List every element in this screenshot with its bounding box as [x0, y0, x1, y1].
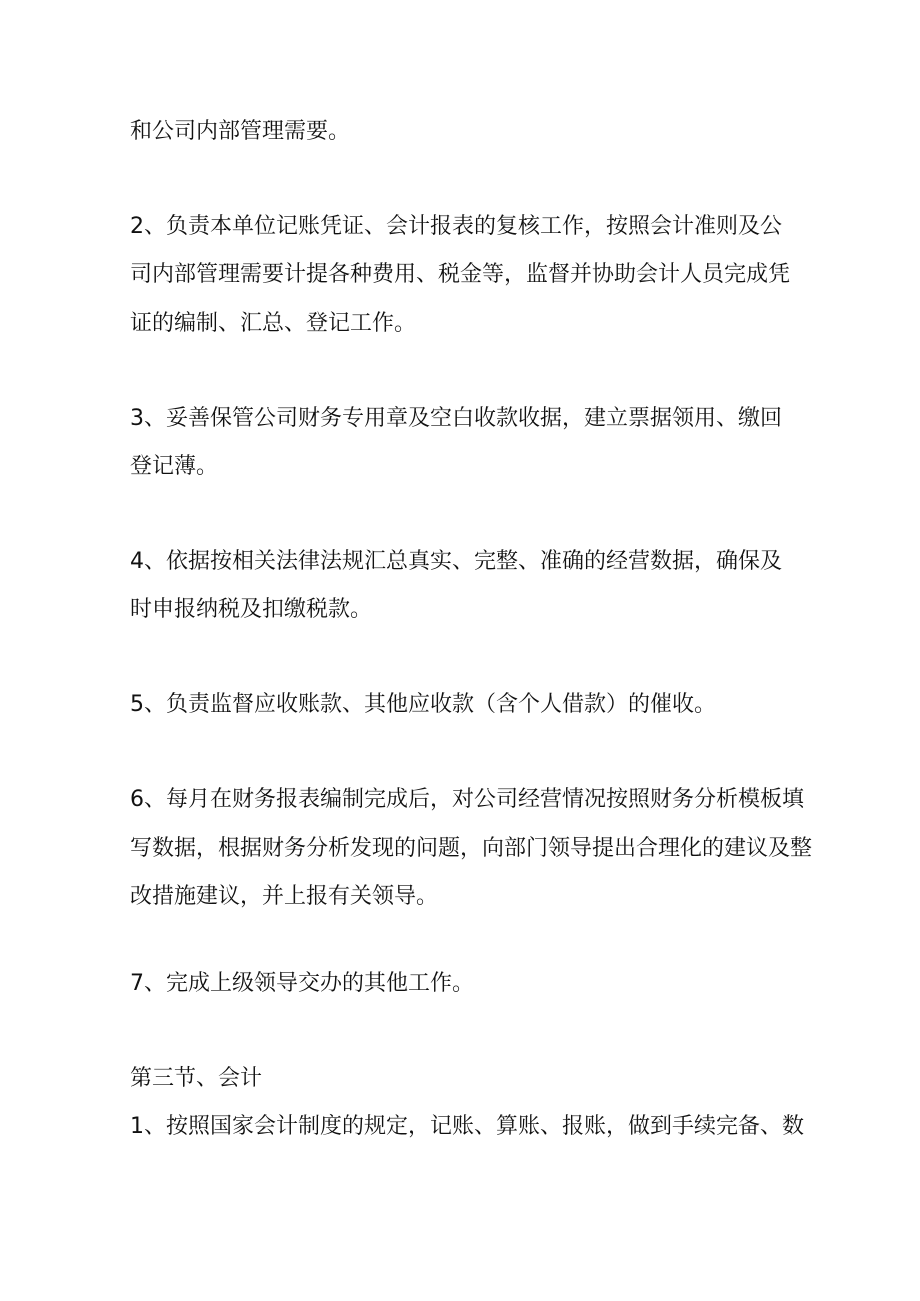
paragraph-line: 写数据，根据财务分析发现的问题，向部门领导提出合理化的建议及整 [130, 836, 813, 861]
paragraph-line: 4、依据按相关法律法规汇总真实、完整、准确的经营数据，确保及 [130, 549, 782, 574]
paragraph-line: 5、负责监督应收账款、其他应收款（含个人借款）的催收。 [130, 692, 716, 717]
paragraph-line: 7、完成上级领导交办的其他工作。 [130, 971, 474, 996]
section-heading: 第三节、会计 [130, 1066, 263, 1091]
paragraph-line: 3、妥善保管公司财务专用章及空白收款收据，建立票据领用、缴回 [130, 406, 782, 431]
paragraph-line: 登记薄。 [130, 454, 219, 479]
paragraph-line: 1、按照国家会计制度的规定，记账、算账、报账，做到手续完备、数 [130, 1114, 804, 1139]
paragraph-line: 6、每月在财务报表编制完成后，对公司经营情况按照财务分析模板填 [130, 787, 804, 812]
paragraph-line: 证的编制、汇总、登记工作。 [130, 311, 417, 336]
paragraph-line: 司内部管理需要计提各种费用、税金等，监督并协助会计人员完成凭 [130, 262, 791, 287]
paragraph-line: 和公司内部管理需要。 [130, 119, 351, 144]
paragraph-line: 2、负责本单位记账凭证、会计报表的复核工作，按照会计准则及公 [130, 214, 782, 239]
paragraph-line: 改措施建议，并上报有关领导。 [130, 884, 439, 909]
paragraph-line: 时申报纳税及扣缴税款。 [130, 597, 373, 622]
